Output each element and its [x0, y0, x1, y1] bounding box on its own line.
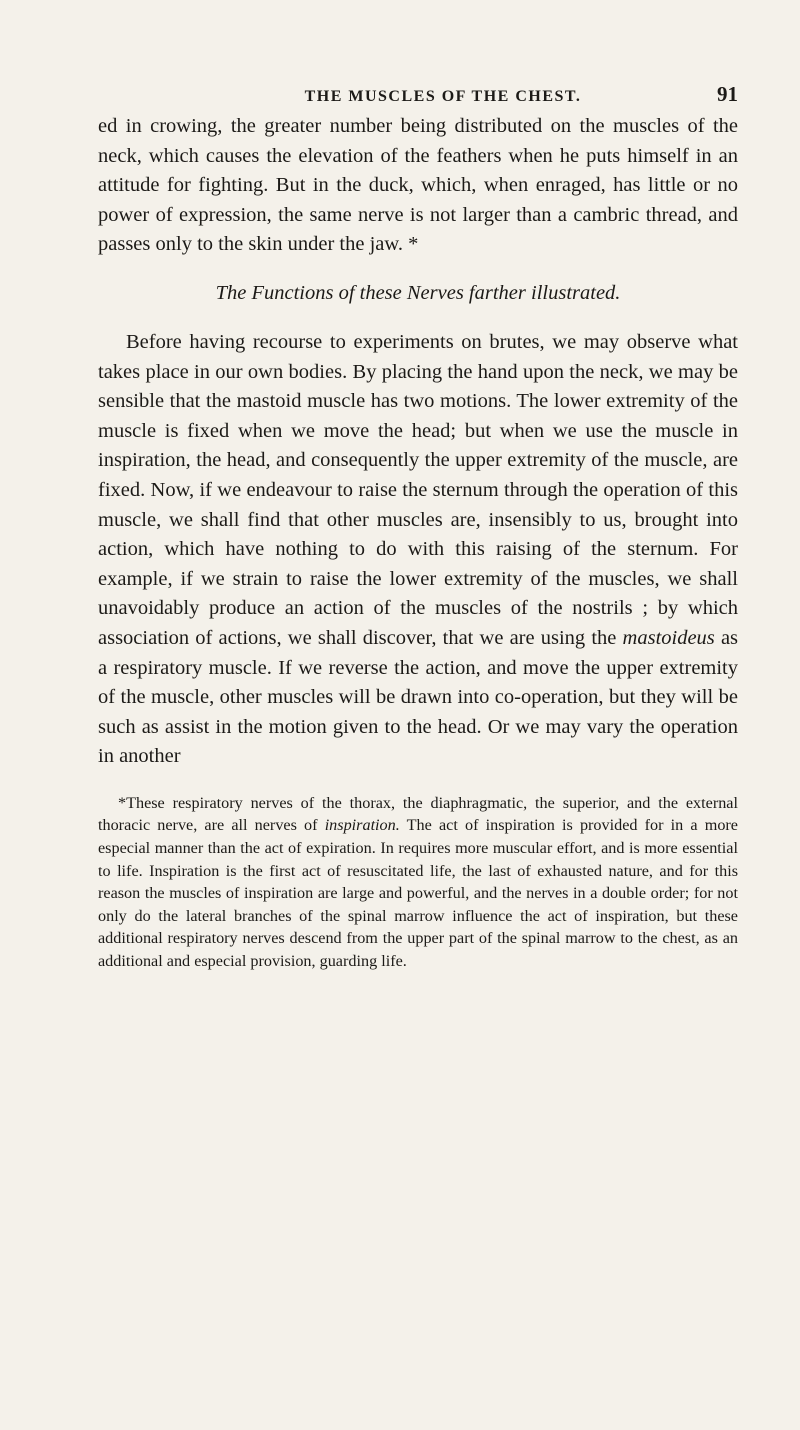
book-page	[98, 82, 738, 973]
page-number: 91	[717, 82, 738, 106]
paragraph-text-part-2: as a respiratory muscle. If we reverse the action, and move the upper extremity of the muscle, other muscles will be drawn into co-operation, but they will be such as assist in the motion given to the head. Or we may vary the operation in another	[98, 626, 739, 768]
paragraph-text-part-1: Before having recourse to experiments on brutes, we may observe what takes place in our own bodies. By placing the hand upon the neck, we may be sensible that the mastoid muscle has two motions. The lower extremity of the muscle is fixed when we move the head; but when we use the muscle in inspiration, the head, and consequently the upper extremity of the muscle, are fixed. Now, if we endeavour to raise the sternum through the operation of this muscle, we shall find that other muscles are, insensibly to us, brought into action, which have nothing to do with this raising of the sternum. For example, if we strain to raise the lower extremity of the muscles, we shall unavoidably produce an action of the muscles of the nostrils ; by which association of actions, we shall discover, that we are using the	[98, 330, 738, 649]
footnote-text-part-2: The act of inspiration is provided for in a more especial manner than the act of expiration. In requires more muscular effort, and is more essential to life. Inspiration is the first act of resuscitated life, the last of exhausted nature, and for this reason the muscles of inspiration are large and powerful, and the nerves in a double order; for not only do the lateral branches of the spinal marrow influence the act of inspiration, but these additional respiratory nerves descend from the upper part of the spinal marrow to the chest, as an additional and especial provision, guarding life.	[98, 816, 738, 971]
paragraph-continued: ed in crowing, the greater number being distributed on the muscles of the neck, which causes the elevation of the feathers when he puts himself in an attitude for fighting. But in the duck, which, when enraged, has little or no power of expression, the same nerve is not larger than a cambric thread, and passes only to the skin under the jaw. *	[98, 115, 738, 256]
italic-term-mastoideus: mastoideus	[622, 626, 715, 649]
footnote-text-part-1: *These respiratory nerves of the thorax, the diaphragmatic, the superior, and the external thoracic nerve, are all nerves of	[98, 793, 738, 835]
section-heading: The Functions of these Nerves farther illustrated.	[215, 281, 621, 304]
footnote-text	[98, 792, 738, 973]
italic-term-inspiration: inspiration.	[324, 816, 400, 835]
body-text	[98, 112, 738, 772]
paragraph-functions	[98, 328, 738, 772]
running-title: THE MUSCLES OF THE CHEST.	[304, 88, 582, 105]
running-head	[98, 82, 738, 112]
footnote	[98, 792, 738, 973]
